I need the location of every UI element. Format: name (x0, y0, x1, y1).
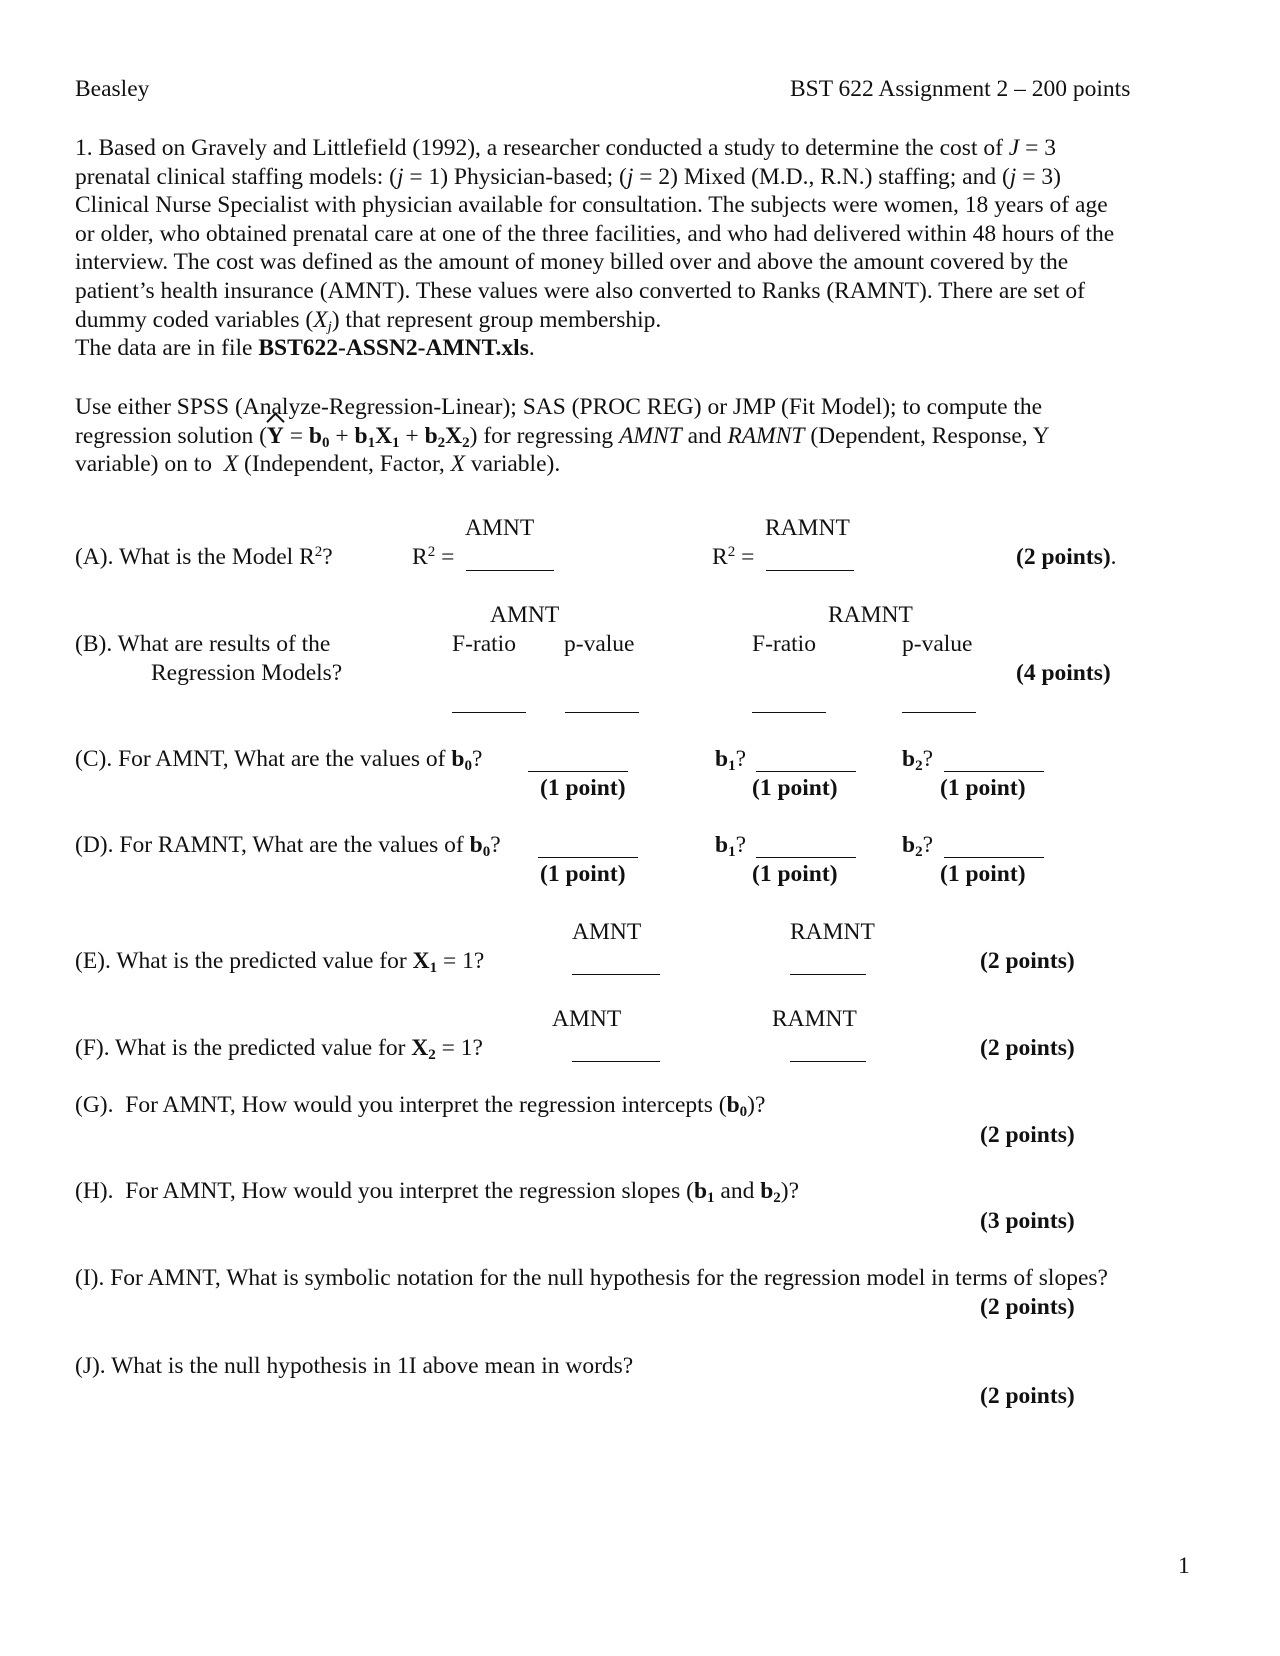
question-e: (E). What is the predicted value for $X_1 = 1$? (75, 948, 485, 976)
e-amnt-header: AMNT (572, 919, 642, 945)
question-i: (I). For AMNT, What is symbolic notation for the null hypothesis for the regression model in terms of slopes? (75, 1265, 1108, 1291)
f-ramnt-answer[interactable] (790, 1061, 866, 1062)
intro-line-5: interview. The cost was defined as the amount of money billed over and above the amount covered by the (75, 249, 1069, 276)
e-points: (2 points) (980, 948, 1075, 974)
d-b0-answer[interactable] (538, 857, 638, 858)
h-points: (3 points) (980, 1208, 1075, 1234)
i-points: (2 points) (980, 1294, 1075, 1320)
b-ramnt-f-answer[interactable] (752, 712, 826, 713)
e-ramnt-header: RAMNT (790, 919, 875, 945)
b-amnt-f-answer[interactable] (452, 712, 526, 713)
a-r2-label-ramnt: $R^2$ = (712, 544, 755, 570)
b-amnt-f-label: F-ratio (452, 631, 516, 657)
data-file-line: The data are in file BST622-ASSN2-AMNT.xls. (75, 335, 535, 362)
c-b2-points: (1 point) (940, 775, 1026, 801)
a-ramnt-header: RAMNT (765, 515, 850, 541)
question-f: (F). What is the predicted value for $X_2 = 1$? (75, 1035, 483, 1063)
c-b1-answer[interactable] (756, 771, 856, 772)
intro-line-3: Clinical Nurse Specialist with physician available for consultation. The subjects were women, 18 years of age (75, 192, 1108, 219)
b-ramnt-p-answer[interactable] (902, 712, 976, 713)
c-b0-answer[interactable] (528, 771, 628, 772)
c-b1-label: $b_1$? (715, 746, 747, 774)
d-b1-answer[interactable] (756, 857, 856, 858)
b-amnt-p-answer[interactable] (565, 712, 639, 713)
question-d: (D). For RAMNT, What are the values of $b_0$? (75, 832, 501, 860)
instructions-line-1: Use either SPSS (Analyze-Regression-Linear); SAS (PROC REG) or JMP (Fit Model); to compute the (75, 394, 1043, 420)
intro-line-6: patient’s health insurance (AMNT). These values were also converted to Ranks (RAMNT). There are set of (75, 277, 1085, 304)
d-b2-answer[interactable] (944, 857, 1044, 858)
intro-line-2: prenatal clinical staffing models: (j = 1) Physician-based; (j = 2) Mixed (M.D., R.N.) staffing; and (j = 3) (75, 163, 1061, 190)
question-a: (A). What is the Model $R^2$? (75, 544, 333, 570)
question-c: (C). For AMNT, What are the values of $b_0$? (75, 746, 483, 774)
d-b1-label: $b_1$? (715, 832, 747, 860)
instructions-line-3: variable) on to X (Independent, Factor, X variable). (75, 451, 561, 478)
c-b0-points: (1 point) (540, 775, 626, 801)
f-amnt-header: AMNT (552, 1006, 622, 1032)
g-points: (2 points) (980, 1122, 1075, 1148)
y-hat-symbol: Y (266, 422, 284, 449)
f-ramnt-header: RAMNT (772, 1006, 857, 1032)
b-ramnt-f-label: F-ratio (752, 631, 816, 657)
f-amnt-answer[interactable] (572, 1061, 660, 1062)
instructions-line-2: regression solution $(Y = b_0 + b_1X_1 + b_2X_2)$ for regressing AMNT and RAMNT (Dependent, Response, Y (75, 422, 1050, 451)
question-g: (G). For AMNT, How would you interpret the regression intercepts $(b_0)$? (75, 1092, 766, 1120)
d-b2-label: $b_2$? (902, 832, 934, 860)
c-b2-label: $b_2$? (902, 746, 934, 774)
question-b-line-1: (B). What are results of the (75, 631, 331, 657)
data-file-name: BST622-ASSN2-AMNT.xls (258, 335, 529, 362)
author-name: Beasley (75, 76, 150, 102)
d-b1-points: (1 point) (752, 861, 838, 887)
a-r2-answer-amnt[interactable] (466, 570, 554, 571)
b-amnt-p-label: p-value (564, 631, 635, 657)
a-r2-label-amnt: $R^2$ = (412, 544, 455, 570)
instructions-paragraph (75, 393, 1205, 479)
e-ramnt-answer[interactable] (790, 974, 866, 975)
j-points: (2 points) (980, 1383, 1075, 1409)
b-ramnt-p-label: p-value (902, 631, 973, 657)
c-b2-answer[interactable] (944, 771, 1044, 772)
d-b2-points: (1 point) (940, 861, 1026, 887)
question-b-line-2: Regression Models? (151, 660, 343, 686)
question-j: (J). What is the null hypothesis in 1I above mean in words? (75, 1353, 634, 1379)
d-b0-points: (1 point) (540, 861, 626, 887)
assignment-title: BST 622 Assignment 2 – 200 points (790, 76, 1131, 102)
b-ramnt-header: RAMNT (828, 602, 913, 628)
c-b1-points: (1 point) (752, 775, 838, 801)
intro-line-7: dummy coded variables $(X_j)$ that represent group membership. (75, 306, 662, 335)
page-number: 1 (1178, 1553, 1190, 1579)
intro-line-4: or older, who obtained prenatal care at one of the three facilities, and who had delivered within 48 hours of the (75, 220, 1115, 247)
a-r2-answer-ramnt[interactable] (766, 570, 854, 571)
b-amnt-header: AMNT (490, 602, 560, 628)
b-points: (4 points) (1016, 660, 1111, 686)
question-h: (H). For AMNT, How would you interpret the regression slopes ($b_1$ and $b_2$)? (75, 1178, 800, 1206)
e-amnt-answer[interactable] (572, 974, 660, 975)
a-amnt-header: AMNT (465, 515, 535, 541)
intro-line-1: 1. Based on Gravely and Littlefield (1992), a researcher conducted a study to determine the cost of J = 3 (75, 135, 1056, 161)
a-points: (2 points). (1016, 544, 1117, 570)
intro-paragraph (75, 134, 1205, 363)
f-points: (2 points) (980, 1035, 1075, 1061)
